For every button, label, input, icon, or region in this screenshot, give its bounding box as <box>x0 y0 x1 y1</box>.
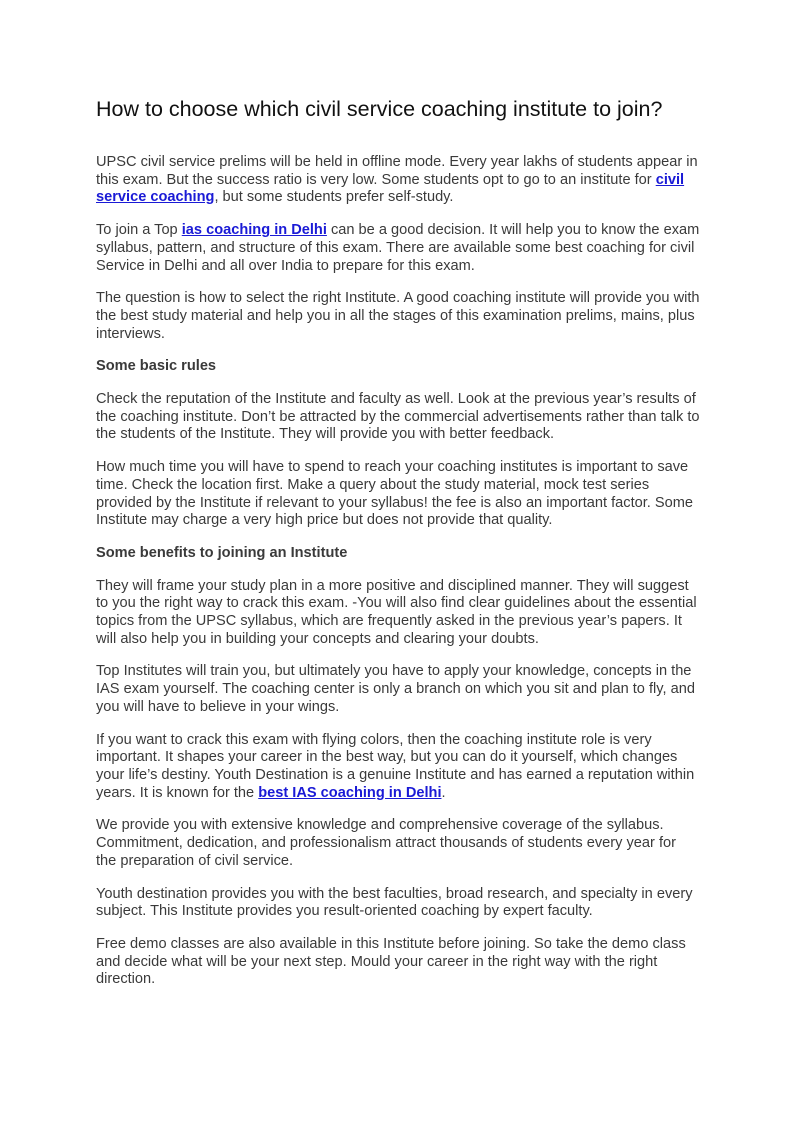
paragraph-top-institutes: Top Institutes will train you, but ultimately you have to apply your knowledge, concepts in the IAS exam yourself. The coaching center is only a branch on which you sit and plan to fly, and you will have to believe in your wings. <box>96 663 695 715</box>
paragraph-knowledge: We provide you with extensive knowledge and comprehensive coverage of the syllabus. Commitment, dedication, and professionalism attract thousands of students every year for the preparation of civil service. <box>96 817 676 869</box>
heading-basic-rules: Some basic rules <box>96 358 217 375</box>
paragraph-flying-colors <box>96 732 700 803</box>
paragraph-text: UPSC civil service prelims will be held in offline mode. Every year lakhs of students appear in this exam. But the success ratio is very low. Some students opt to go to an institute for <box>96 154 698 188</box>
page-title: How to choose which civil service coaching institute to join? <box>96 97 663 121</box>
paragraph-reputation: Check the reputation of the Institute and faculty as well. Look at the previous year’s results of the coaching institute. Don’t be attracted by the commercial advertisements rather than talk to the students of the Institute. They will provide you with better feedback. <box>96 391 700 443</box>
paragraph-select-institute: The question is how to select the right Institute. A good coaching institute will provide you with the best study material and help you in all the stages of this examination prelims, mains, plus interviews. <box>96 290 700 342</box>
document-page <box>96 96 700 1004</box>
paragraph-intro <box>96 154 700 207</box>
link-ias-coaching-in-delhi[interactable]: ias coaching in Delhi <box>181 222 327 239</box>
paragraph-text: If you want to crack this exam with flying colors, then the coaching institute role is very important. It shapes your career in the best way, but you can do it yourself, which changes your life’s destiny. Youth Destination is a genuine Institute and has earned a reputation within years. It is known for the <box>96 731 695 801</box>
paragraph-time-location: How much time you will have to spend to reach your coaching institutes is important to save time. Check the location first. Make a query about the study material, mock test series provided by the Institute if relevant to your syllabus! the fee is also an important factor. Some Institute may charge a very high price but does not provide that quality. <box>96 459 694 529</box>
link-civil-service-coaching[interactable]: civil service coaching <box>96 171 685 206</box>
paragraph-text: can be a good decision. It will help you to know the exam syllabus, pattern, and structure of this exam. There are available some best coaching for civil Service in Delhi and all over India to prepare for this exam. <box>96 222 700 274</box>
paragraph-study-plan: They will frame your study plan in a more positive and disciplined manner. They will suggest to you the right way to crack this exam. -You will also find clear guidelines about the essential topics from the UPSC syllabus, which are frequently asked in the previous year’s papers. It will also help you in building your concepts and clearing your doubts. <box>96 577 697 647</box>
paragraph-demo-classes: Free demo classes are also available in this Institute before joining. So take the demo class and decide what will be your next step. Mould your career in the right way with the right direction. <box>96 935 686 988</box>
paragraph-text: . <box>441 784 446 801</box>
paragraph-faculties: Youth destination provides you with the best faculties, broad research, and specialty in every subject. This Institute provides you result-oriented coaching by expert faculty. <box>96 885 693 920</box>
paragraph-text: , but some students prefer self-study. <box>214 189 454 206</box>
heading-benefits: Some benefits to joining an Institute <box>96 544 348 561</box>
link-best-ias-coaching-in-delhi[interactable]: best IAS coaching in Delhi <box>258 784 442 801</box>
paragraph-top-coaching <box>96 222 700 275</box>
paragraph-text: To join a Top <box>96 222 182 239</box>
